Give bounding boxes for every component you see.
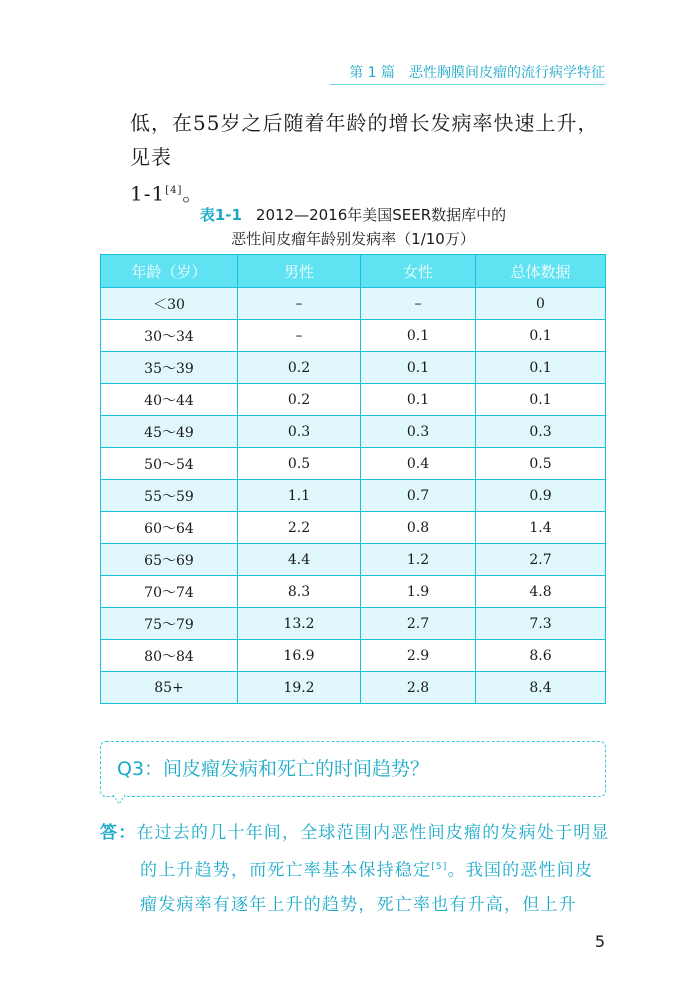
- cell-male: 1.1: [238, 480, 361, 512]
- table-caption-line-2: [100, 228, 606, 249]
- cell-female: 0.3: [361, 416, 476, 448]
- cell-age: 55～59: [101, 480, 238, 512]
- table-header-row: [101, 255, 606, 288]
- cell-age: ＜30: [101, 288, 238, 320]
- table-row: [101, 416, 606, 448]
- cell-male: 13.2: [238, 608, 361, 640]
- answer-body: [100, 816, 610, 922]
- table-caption-line-1: [100, 204, 606, 225]
- cell-male: 0.2: [238, 384, 361, 416]
- citation-ref: [4]: [165, 185, 183, 196]
- cell-age: 45～49: [101, 416, 238, 448]
- cell-age: 30～34: [101, 320, 238, 352]
- cell-female: 0.8: [361, 512, 476, 544]
- column-header-female: 女性: [361, 255, 476, 288]
- table-body: [101, 288, 606, 704]
- cell-total: 1.4: [476, 512, 606, 544]
- cell-age: 75～79: [101, 608, 238, 640]
- answer-text-2: 。我国的恶性间皮瘤发病率有逐年上升的趋势，死亡率也有升高，但上升: [140, 860, 594, 915]
- cell-male: –: [238, 288, 361, 320]
- cell-male: 16.9: [238, 640, 361, 672]
- table-row: [101, 480, 606, 512]
- cell-female: 0.1: [361, 352, 476, 384]
- table-row: [101, 512, 606, 544]
- incidence-table: [100, 254, 606, 704]
- cell-female: 2.8: [361, 672, 476, 704]
- cell-female: 0.1: [361, 384, 476, 416]
- cell-age: 60～64: [101, 512, 238, 544]
- cell-female: 2.7: [361, 608, 476, 640]
- cell-total: 0.1: [476, 384, 606, 416]
- cell-total: 7.3: [476, 608, 606, 640]
- cell-total: 8.4: [476, 672, 606, 704]
- cell-total: 0.1: [476, 320, 606, 352]
- cell-female: 0.7: [361, 480, 476, 512]
- speech-tail-icon: [112, 795, 126, 805]
- table-reference: 1-1: [130, 181, 166, 206]
- table-title-line-1: 2012—2016年美国SEER数据库中的: [255, 206, 507, 224]
- table-row: [101, 640, 606, 672]
- page-number: 5: [594, 932, 605, 951]
- answer-label: 答：: [100, 823, 137, 843]
- cell-age: 70～74: [101, 576, 238, 608]
- cell-female: 2.9: [361, 640, 476, 672]
- paragraph-line-1: 低，在55岁之后随着年龄的增长发病率快速上升，见表: [130, 111, 599, 169]
- table-row: [101, 352, 606, 384]
- table-row: [101, 608, 606, 640]
- cell-male: 0.3: [238, 416, 361, 448]
- table-row: [101, 544, 606, 576]
- answer-block: [100, 816, 610, 922]
- header-rule: [330, 84, 605, 85]
- cell-male: 2.2: [238, 512, 361, 544]
- cell-female: –: [361, 288, 476, 320]
- cell-male: 19.2: [238, 672, 361, 704]
- answer-text-1: 在过去的几十年间，全球范围内恶性间皮瘤的发病处于明显的上升趋势，而死亡率基本保持稳定: [136, 823, 610, 881]
- table-row: [101, 288, 606, 320]
- cell-age: 35～39: [101, 352, 238, 384]
- cell-female: 1.9: [361, 576, 476, 608]
- chapter-title: 恶性胸膜间皮瘤的流行病学特征: [409, 65, 605, 81]
- cell-total: 2.7: [476, 544, 606, 576]
- body-paragraph: [130, 106, 610, 211]
- cell-male: 0.5: [238, 448, 361, 480]
- table-row: [101, 672, 606, 704]
- cell-female: 0.4: [361, 448, 476, 480]
- cell-total: 0.5: [476, 448, 606, 480]
- question-text: Q3：间皮瘤发病和死亡的时间趋势？: [117, 758, 430, 780]
- column-header-total: 总体数据: [476, 255, 606, 288]
- cell-age: 40～44: [101, 384, 238, 416]
- cell-total: 0: [476, 288, 606, 320]
- cell-male: 4.4: [238, 544, 361, 576]
- chapter-part: 第 1 篇: [349, 65, 395, 81]
- cell-age: 80～84: [101, 640, 238, 672]
- cell-male: 8.3: [238, 576, 361, 608]
- column-header-male: 男性: [238, 255, 361, 288]
- question-box: [100, 741, 606, 797]
- cell-total: 0.3: [476, 416, 606, 448]
- cell-age: 50～54: [101, 448, 238, 480]
- table-number: 表1-1: [199, 206, 242, 224]
- cell-male: 0.2: [238, 352, 361, 384]
- cell-age: 65～69: [101, 544, 238, 576]
- cell-female: 1.2: [361, 544, 476, 576]
- cell-male: –: [238, 320, 361, 352]
- table-row: [101, 320, 606, 352]
- cell-age: 85+: [101, 672, 238, 704]
- table-row: [101, 576, 606, 608]
- paragraph-end: 。: [182, 181, 204, 206]
- chapter-header: [349, 62, 605, 82]
- cell-total: 0.1: [476, 352, 606, 384]
- cell-total: 0.9: [476, 480, 606, 512]
- table-row: [101, 384, 606, 416]
- answer-citation: [5]: [431, 862, 448, 872]
- cell-female: 0.1: [361, 320, 476, 352]
- column-header-age: 年龄（岁）: [101, 255, 238, 288]
- table-title-line-2: 恶性间皮瘤年龄别发病率（1/10万）: [231, 230, 475, 248]
- table-row: [101, 448, 606, 480]
- cell-total: 8.6: [476, 640, 606, 672]
- cell-total: 4.8: [476, 576, 606, 608]
